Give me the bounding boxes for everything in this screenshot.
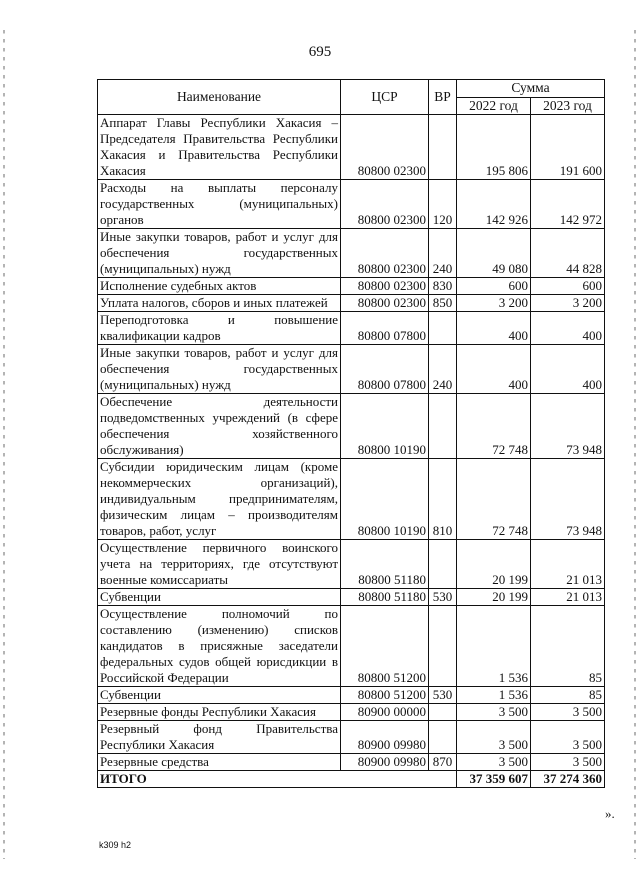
row-csr: 80900 09980: [341, 721, 429, 754]
table-row: [98, 540, 605, 589]
row-2023: 142 972: [531, 180, 605, 229]
total-2023: 37 274 360: [531, 771, 605, 788]
row-vr: 240: [429, 345, 457, 394]
row-2023: 3 500: [531, 721, 605, 754]
table-body: [98, 115, 605, 771]
table-row: [98, 687, 605, 704]
row-vr: 870: [429, 754, 457, 771]
row-2022: 142 926: [457, 180, 531, 229]
footer-code: k309 h2: [99, 840, 132, 850]
table-row: [98, 115, 605, 180]
row-2023: 3 200: [531, 295, 605, 312]
row-2022: 1 536: [457, 606, 531, 687]
row-name: Обеспечение деятельности подведомственных учреждений (в сфере обеспечения хозяйственного обслуживания): [98, 394, 341, 459]
table-row: [98, 721, 605, 754]
row-name: Резервные фонды Республики Хакасия: [98, 704, 341, 721]
closing-quote: ».: [605, 806, 615, 821]
row-name: Субсидии юридическим лицам (кроме некоммерческих организаций), индивидуальным предпринимателям, физическим лицам – производителям товаров, работ, услуг: [98, 459, 341, 540]
row-name: Уплата налогов, сборов и иных платежей: [98, 295, 341, 312]
row-vr: 830: [429, 278, 457, 295]
row-2022: 3 200: [457, 295, 531, 312]
table-row: [98, 394, 605, 459]
row-name: Субвенции: [98, 589, 341, 606]
row-2023: 191 600: [531, 115, 605, 180]
row-csr: 80800 10190: [341, 459, 429, 540]
row-name: Иные закупки товаров, работ и услуг для обеспечения государственных (муниципальных) нужд: [98, 345, 341, 394]
row-2023: 73 948: [531, 394, 605, 459]
row-2023: 3 500: [531, 754, 605, 771]
row-2023: 85: [531, 687, 605, 704]
table-row: [98, 589, 605, 606]
row-2023: 400: [531, 312, 605, 345]
row-csr: 80800 02300: [341, 180, 429, 229]
row-2022: 195 806: [457, 115, 531, 180]
header-2023: 2023 год: [531, 97, 605, 115]
table-row: [98, 229, 605, 278]
row-csr: 80800 07800: [341, 312, 429, 345]
row-vr: 120: [429, 180, 457, 229]
header-vr: ВР: [429, 80, 457, 115]
table-row: [98, 295, 605, 312]
header-csr: ЦСР: [341, 80, 429, 115]
page-number: 695: [308, 44, 332, 60]
row-2022: 600: [457, 278, 531, 295]
scan-edge-left: [3, 30, 5, 859]
row-vr: 530: [429, 589, 457, 606]
table-row: [98, 754, 605, 771]
row-2022: 72 748: [457, 459, 531, 540]
row-2022: 3 500: [457, 721, 531, 754]
row-2023: 3 500: [531, 704, 605, 721]
header-sum: Сумма: [457, 80, 605, 98]
row-2023: 73 948: [531, 459, 605, 540]
row-name: Резервный фонд Правительства Республики Хакасия: [98, 721, 341, 754]
row-2023: 21 013: [531, 540, 605, 589]
row-name: Переподготовка и повышение квалификации кадров: [98, 312, 341, 345]
row-2022: 400: [457, 345, 531, 394]
row-2023: 600: [531, 278, 605, 295]
row-vr: [429, 394, 457, 459]
row-vr: 850: [429, 295, 457, 312]
total-label: ИТОГО: [98, 771, 457, 788]
table-row: [98, 180, 605, 229]
row-csr: 80800 10190: [341, 394, 429, 459]
row-2023: 400: [531, 345, 605, 394]
row-2022: 49 080: [457, 229, 531, 278]
row-csr: 80800 51180: [341, 589, 429, 606]
header-row-1: [98, 80, 605, 98]
row-vr: [429, 540, 457, 589]
row-2022: 400: [457, 312, 531, 345]
row-name: Осуществление полномочий по составлению (изменению) списков кандидатов в присяжные заседатели федеральных судов общей юрисдикции в Российской Федерации: [98, 606, 341, 687]
row-2022: 3 500: [457, 754, 531, 771]
row-name: Иные закупки товаров, работ и услуг для обеспечения государственных (муниципальных) нужд: [98, 229, 341, 278]
row-name: Исполнение судебных актов: [98, 278, 341, 295]
row-vr: 240: [429, 229, 457, 278]
row-csr: 80900 00000: [341, 704, 429, 721]
row-csr: 80800 02300: [341, 295, 429, 312]
table-row: [98, 606, 605, 687]
header-name: Наименование: [98, 80, 341, 115]
row-csr: 80800 02300: [341, 115, 429, 180]
row-csr: 80800 51180: [341, 540, 429, 589]
row-csr: 80800 51200: [341, 687, 429, 704]
row-2023: 44 828: [531, 229, 605, 278]
row-name: Осуществление первичного воинского учета на территориях, где отсутствуют военные комиссариаты: [98, 540, 341, 589]
table-row: [98, 459, 605, 540]
header-2022: 2022 год: [457, 97, 531, 115]
table-row: [98, 704, 605, 721]
row-2022: 20 199: [457, 589, 531, 606]
row-2022: 3 500: [457, 704, 531, 721]
row-vr: [429, 704, 457, 721]
row-2022: 72 748: [457, 394, 531, 459]
row-vr: 810: [429, 459, 457, 540]
row-name: Резервные средства: [98, 754, 341, 771]
row-2023: 21 013: [531, 589, 605, 606]
total-2022: 37 359 607: [457, 771, 531, 788]
row-2023: 85: [531, 606, 605, 687]
row-vr: [429, 606, 457, 687]
table-header: [98, 80, 605, 115]
row-csr: 80800 02300: [341, 229, 429, 278]
row-2022: 20 199: [457, 540, 531, 589]
budget-table: [97, 79, 605, 788]
row-name: Субвенции: [98, 687, 341, 704]
row-vr: 530: [429, 687, 457, 704]
row-csr: 80800 02300: [341, 278, 429, 295]
table-row: [98, 345, 605, 394]
table-row: [98, 312, 605, 345]
row-csr: 80800 07800: [341, 345, 429, 394]
table-row: [98, 278, 605, 295]
row-vr: [429, 312, 457, 345]
row-vr: [429, 115, 457, 180]
row-csr: 80800 51200: [341, 606, 429, 687]
row-name: Расходы на выплаты персоналу государственных (муниципальных) органов: [98, 180, 341, 229]
row-2022: 1 536: [457, 687, 531, 704]
scan-edge-right: [634, 30, 636, 859]
total-row: [98, 771, 605, 788]
row-vr: [429, 721, 457, 754]
row-csr: 80900 09980: [341, 754, 429, 771]
row-name: Аппарат Главы Республики Хакасия – Председателя Правительства Республики Хакасия и Правительства Республики Хакасия: [98, 115, 341, 180]
